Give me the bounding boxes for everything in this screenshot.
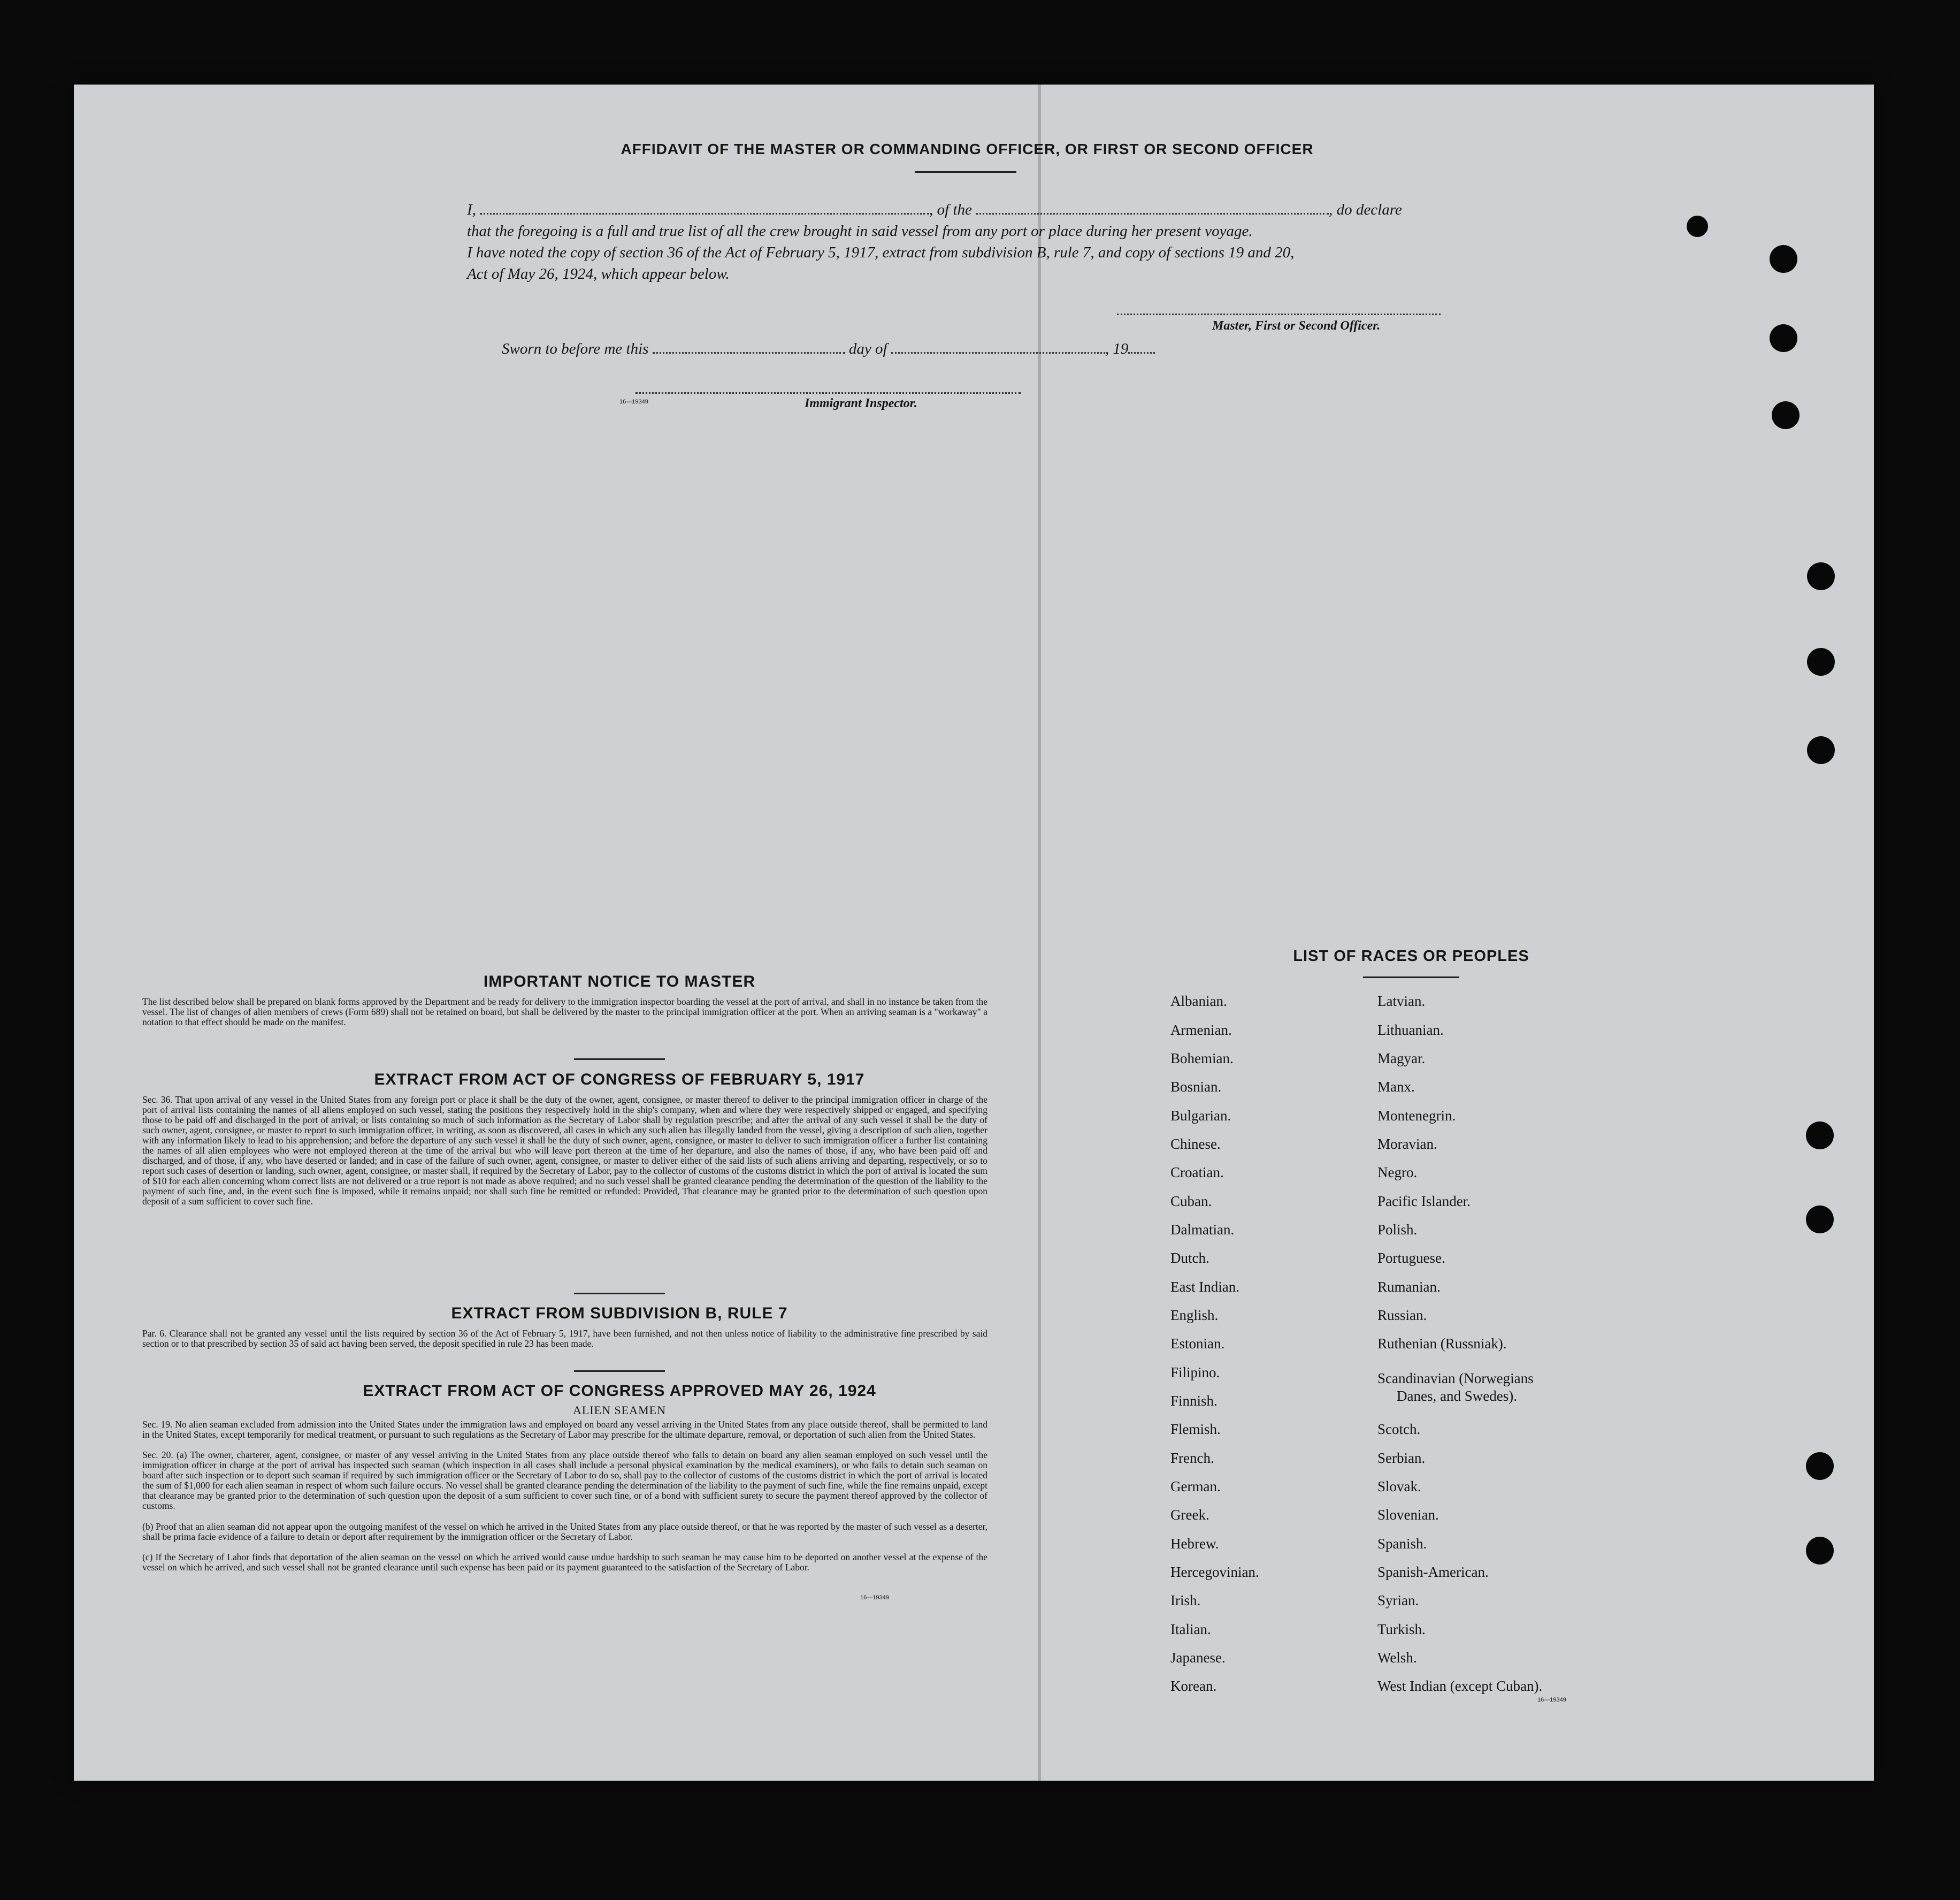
race-item: Hercegovinian. — [1170, 1564, 1259, 1580]
divider — [574, 1058, 665, 1060]
inspector-signature-line[interactable] — [636, 392, 1021, 394]
affidavit-declare: , do declare — [1329, 201, 1402, 218]
master-signature-line[interactable] — [1117, 314, 1441, 315]
race-item: Bohemian. — [1170, 1050, 1234, 1066]
race-item: Bosnian. — [1170, 1079, 1222, 1095]
race-item: Rumanian. — [1377, 1279, 1441, 1295]
race-item: Cuban. — [1170, 1193, 1212, 1209]
race-item: Montenegrin. — [1377, 1108, 1456, 1124]
race-item: Polish. — [1377, 1222, 1418, 1238]
race-item: Slovak. — [1377, 1478, 1421, 1494]
race-item: Finnish. — [1170, 1393, 1218, 1409]
race-item: English. — [1170, 1307, 1219, 1323]
punch-hole — [1770, 245, 1797, 273]
divider — [574, 1370, 665, 1372]
name-field[interactable] — [480, 213, 929, 215]
race-item: Korean. — [1170, 1678, 1217, 1694]
affidavit-of-the: , of the — [929, 201, 972, 218]
race-item: Japanese. — [1170, 1650, 1226, 1666]
punch-hole — [1807, 562, 1835, 590]
race-item: Chinese. — [1170, 1136, 1221, 1152]
affidavit-line-3: I have noted the copy of section 36 of the Act of February 5, 1917, extract from subdivision B, rule 7, and copy of sections 19 and 20, — [467, 244, 1295, 261]
race-item: Scotch. — [1377, 1421, 1421, 1437]
race-item: Russian. — [1377, 1307, 1427, 1323]
punch-hole — [1807, 736, 1835, 764]
race-item: Moravian. — [1377, 1136, 1437, 1152]
notice-title: IMPORTANT NOTICE TO MASTER — [483, 973, 756, 990]
punch-hole — [1806, 1205, 1834, 1233]
sworn-day-field[interactable] — [653, 352, 845, 354]
affidavit-line-4: Act of May 26, 1924, which appear below. — [467, 265, 730, 283]
punch-hole — [1806, 1537, 1834, 1565]
race-item: Manx. — [1377, 1079, 1415, 1095]
races-title: LIST OF RACES OR PEOPLES — [1293, 948, 1529, 965]
page-fold — [1038, 85, 1041, 1781]
affidavit-title: AFFIDAVIT OF THE MASTER OR COMMANDING OFFICER, OR FIRST OR SECOND OFFICER — [621, 141, 1314, 157]
race-item: German. — [1170, 1478, 1221, 1494]
sworn-year-field[interactable] — [1128, 352, 1155, 354]
inspector-caption: Immigrant Inspector. — [805, 396, 917, 410]
race-item: Spanish-American. — [1377, 1564, 1489, 1580]
affidavit-line-2: that the foregoing is a full and true list of all the crew brought in said vessel from any port or place during her present voyage. — [467, 223, 1253, 240]
race-item: Spanish. — [1377, 1536, 1427, 1552]
races-underline — [1363, 976, 1459, 978]
notice-text: The list described below shall be prepared on blank forms approved by the Department and be ready for delivery to the immigration inspector boarding the vessel at the port of arrival, and shall in no instance be taken from the vessel. The list of changes of alien members of crews (Form 689) shall not be retained on board, but shall be delivered by the master to the principal immigration officer at the port. When an arriving seaman is a "workaway" a notation to that effect should be made on the manifest. — [142, 996, 987, 1027]
race-item: Dutch. — [1170, 1250, 1209, 1266]
race-item: Bulgarian. — [1170, 1108, 1231, 1124]
race-item: Portuguese. — [1377, 1250, 1445, 1266]
race-item: Negro. — [1377, 1164, 1418, 1180]
master-caption: Master, First or Second Officer. — [1212, 319, 1381, 333]
race-item: East Indian. — [1170, 1279, 1239, 1295]
race-item: Welsh. — [1377, 1650, 1417, 1666]
race-item: Estonian. — [1170, 1336, 1225, 1352]
race-item: Slovenian. — [1377, 1507, 1439, 1523]
sworn-month-field[interactable] — [891, 352, 1105, 354]
day-of-text: day of — [848, 340, 887, 357]
punch-hole — [1687, 216, 1708, 237]
race-item: Magyar. — [1377, 1050, 1426, 1066]
extract-1924-title: EXTRACT FROM ACT OF CONGRESS APPROVED MAY 26, 1924 — [363, 1382, 876, 1400]
race-item: Greek. — [1170, 1507, 1209, 1523]
form-number: 16—19349 — [619, 399, 648, 405]
punch-hole — [1807, 648, 1835, 676]
divider — [574, 1293, 665, 1294]
race-item: Pacific Islander. — [1377, 1193, 1471, 1209]
punch-hole — [1806, 1452, 1834, 1480]
race-item: Flemish. — [1170, 1421, 1221, 1437]
extract-1917-text: Sec. 36. That upon arrival of any vessel in the United States from any foreign port or place it shall be the duty of the owner, agent, consignee, or master thereof to deliver to the principal immigration officer in charge of the port of arrival lists containing the names of all aliens employed on such vessel, stating the positions they respectively hold in the ship's company, when and where they were respectively shipped or engaged, and specifying those to be paid off and discharged in the port of arrival; or lists containing so much of such information as the Secretary of Labor shall by regulation prescribe; and after the arrival of any such vessel it shall be the duty of such owner, agent, consignee, or master to report to such immigration officer, in writing, as soon as discovered, all cases in which any such alien has illegally landed from the vessel, giving a description of such alien, together with any information likely to lead to his apprehension; and before the departure of any such vessel it shall be the duty of such owner, agent, consignee, or master to deliver to such immigration officer a further list containing the names of all alien employees who were not employed thereon at the time of the arrival but who will leave port thereon at the time of her departure, and also the names of those, if any, who have been paid off and discharged, and of those, if any, who have deserted or landed; and in case of the failure of such owner, agent, consignee, or master to deliver either of the said lists of such aliens arriving and departing, respectively, or so to report such cases of desertion or landing, such owner, agent, consignee, or master shall, if required by the Secretary of Labor, pay to the collector of customs of the customs district in which the port of arrival is located the sum of $10 for each alien concerning whom correct lists are not delivered or a true report is not made as above required; and no such vessel shall be granted clearance pending the determination of the question of the liability to the payment of such fine, and, in the event such fine is imposed, while it remains unpaid; nor shall such fine be remitted or refunded: Provided, That clearance may be granted prior to the determination of such question upon deposit of a sum sufficient to cover such fine. — [142, 1094, 987, 1207]
race-item: Turkish. — [1377, 1621, 1426, 1637]
extract-1924-sec20a: Sec. 20. (a) The owner, charterer, agent, consignee, or master of any vessel arriving in the United States from any place outside thereof who fails to detain on board any alien seaman employed on such vessel until the immigration officer in charge at the port of arrival has inspected such seaman (which inspection in all cases shall include a personal physical examination by the medical examiners), or who fails to detain such seaman on board after such inspection or to deport such seaman if required by such immigration officer or the Secretary of Labor to do so, shall pay to the collector of customs of the customs district in which the port of arrival is located the sum of $1,000 for each alien seaman in respect of whom such failure occurs. No vessel shall be granted clearance pending the determination of the liability to the payment of such fine, while the fine remains unpaid, except that clearance may be granted prior to the determination of such question upon the deposit of a sum sufficient to cover such fine, or of a bond with sufficient surety to secure the payment thereof approved by the collector of customs. — [142, 1449, 987, 1511]
vessel-field[interactable] — [976, 213, 1329, 215]
race-item: Croatian. — [1170, 1164, 1224, 1180]
year-text: , 19 — [1105, 340, 1129, 357]
race-item: Albanian. — [1170, 993, 1227, 1009]
rule7-text: Par. 6. Clearance shall not be granted any vessel until the lists required by section 36 of the Act of February 5, 1917, have been furnished, and not then unless notice of liability to the administrative fine prescribed by said section or to that prescribed by section 35 of said act having been served, the deposit specified in rule 23 has been made. — [142, 1328, 987, 1349]
race-item: Lithuanian. — [1377, 1022, 1444, 1038]
form-number: 16—19349 — [1537, 1697, 1566, 1703]
race-item: Danes, and Swedes). — [1397, 1388, 1517, 1404]
extract-1924-sec20c: (c) If the Secretary of Labor finds that deportation of the alien seaman on the vessel on which he arrived would cause undue hardship to such seaman he may cause him to be deported on another vessel at the expense of the vessel on which he arrived, and such vessel shall not be granted clearance until such expense has been paid or its payment guaranteed to the satisfaction of the Secretary of Labor. — [142, 1552, 987, 1573]
punch-hole — [1772, 401, 1800, 429]
title-underline — [915, 171, 1016, 173]
affidavit-i: I, — [467, 201, 476, 218]
form-number: 16—19349 — [860, 1594, 889, 1601]
document-sheet — [74, 85, 1874, 1781]
race-item: West Indian (except Cuban). — [1377, 1678, 1543, 1694]
sworn-text: Sworn to before me this — [502, 340, 649, 357]
race-item: Dalmatian. — [1170, 1222, 1235, 1238]
race-item: Irish. — [1170, 1592, 1201, 1608]
race-item: Filipino. — [1170, 1364, 1220, 1380]
race-item: French. — [1170, 1450, 1214, 1466]
extract-1924-sec19: Sec. 19. No alien seaman excluded from admission into the United States under the immigration laws and employed on board any vessel arriving in the United States from any place outside thereof, shall be permitted to land in the United States, except temporarily for medical treatment, or pursuant to such regulations as the Secretary of Labor may prescribe for the ultimate departure, removal, or deportation of such alien from the United States. — [142, 1419, 987, 1440]
race-item: Italian. — [1170, 1621, 1211, 1637]
race-item: Ruthenian (Russniak). — [1377, 1336, 1507, 1352]
race-item: Serbian. — [1377, 1450, 1426, 1466]
sworn-line — [502, 340, 1304, 358]
rule7-title: EXTRACT FROM SUBDIVISION B, RULE 7 — [451, 1304, 788, 1322]
alien-seamen-subtitle: ALIEN SEAMEN — [573, 1403, 666, 1417]
race-item: Hebrew. — [1170, 1536, 1219, 1552]
race-item: Latvian. — [1377, 993, 1426, 1009]
race-item: Armenian. — [1170, 1022, 1232, 1038]
extract-1917-title: EXTRACT FROM ACT OF CONGRESS OF FEBRUARY 5, 1917 — [374, 1071, 865, 1088]
punch-hole — [1770, 324, 1797, 352]
race-item: Syrian. — [1377, 1592, 1419, 1608]
race-item: Scandinavian (Norwegians — [1377, 1370, 1534, 1386]
affidavit-line-1 — [467, 201, 1534, 219]
punch-hole — [1806, 1121, 1834, 1149]
extract-1924-sec20b: (b) Proof that an alien seaman did not appear upon the outgoing manifest of the vessel on which he arrived in the United States from any place outside thereof, or that he was reported by the master of such vessel as a deserter, shall be prima facie evidence of a failure to detain or deport after requirement by the immigration officer or the Secretary of Labor. — [142, 1521, 987, 1542]
